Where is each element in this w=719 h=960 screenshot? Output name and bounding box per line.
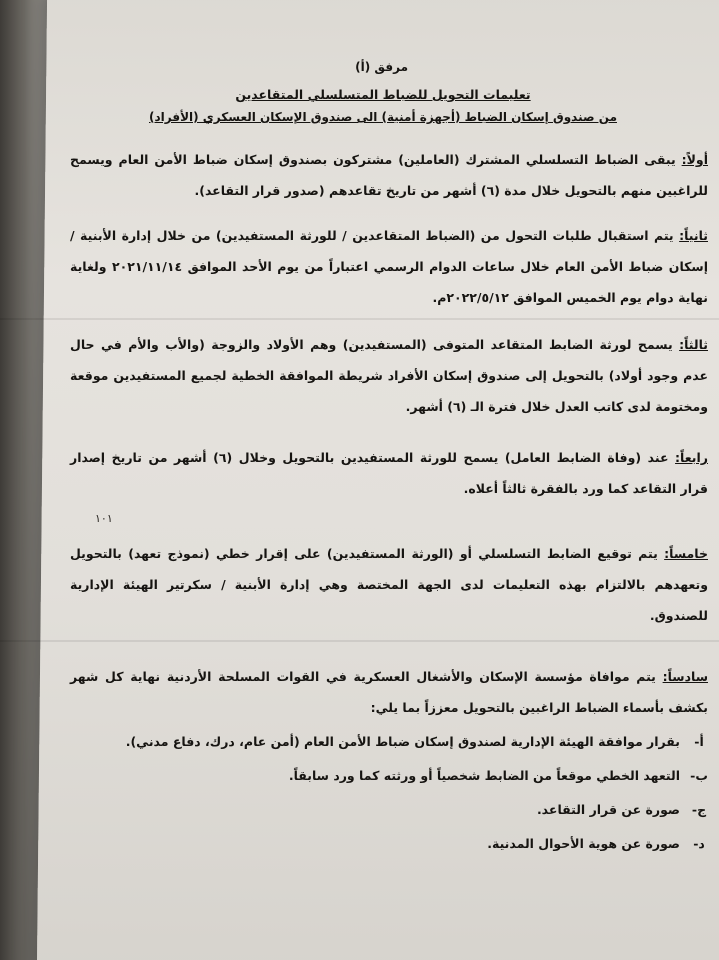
list-item [58, 725, 708, 759]
paragraph-label: ثانياً: [679, 228, 708, 243]
paragraph-text: يبقى الضباط التسلسلي المشترك (العاملين) مشتركون بصندوق إسكان ضباط الأمن العام ويسمح للراغبين منهم بالتحويل خلال مدة (٦) أشهر من تاريخ تقاعدهم (صدور قرار التقاعد). [70, 152, 708, 198]
document-body [58, 58, 708, 861]
list-item-text: صورة عن قرار التقاعد. [536, 802, 680, 817]
paragraph-label: ثالثاً: [679, 337, 708, 352]
list-item [58, 827, 708, 861]
paragraph-second [70, 220, 708, 313]
paragraph-third [70, 329, 708, 422]
list-item-marker: ج- [691, 802, 707, 817]
list-item-text: بقرار موافقة الهيئة الإدارية لصندوق إسكان ضباط الأمن العام (أمن عام، درك، دفاع مدني). [125, 734, 680, 749]
paragraph-text: يسمح لورثة الضابط المتقاعد المتوفى (المستفيدين) وهم الأولاد والزوجة (والأب والأم في حال عدم وجود أولاد) بالتحويل إلى صندوق إسكان الأفراد شريطة الموافقة الخطية لجميع المستفيدين موقعة ومختومة لدى كاتب العدل خلال فترة الـ (٦) أشهر. [70, 337, 708, 414]
paragraph-text: يتم موافاة مؤسسة الإسكان والأشغال العسكرية في القوات المسلحة الأردنية نهاية كل شهر بكشف بأسماء الضباط الراغبين بالتحويل معززاً بما يلي: [70, 669, 708, 715]
list-item [58, 793, 708, 827]
list-item-marker: أ- [694, 734, 704, 749]
paragraph-text: يتم توقيع الضابط التسلسلي أو (الورثة المستفيدين) على إقرار خطي (نموذج تعهد) بالتحويل وتعهدهم بالالتزام بهذه التعليمات لدى الجهة المختصة وهي إدارة الأبنية / سكرتير الهيئة الإدارية للصندوق. [70, 546, 708, 623]
paragraph-first [70, 144, 708, 206]
margin-note: ١٠١ [95, 512, 113, 525]
list-item-marker: ب- [690, 768, 708, 783]
list-item-text: صورة عن هوية الأحوال المدنية. [487, 836, 680, 851]
paragraph-fifth [70, 538, 708, 631]
paragraph-label: سادساً: [662, 669, 708, 684]
paragraph-sixth [70, 661, 708, 723]
document-title: تعليمات التحويل للضباط المتسلسلي المتقاعدين [235, 87, 531, 102]
paragraph-fourth [70, 442, 708, 504]
list-item-marker: د- [693, 836, 705, 851]
paragraph-text: يتم استقبال طلبات التحول من (الضباط المتقاعدين / للورثة المستفيدين) من خلال إدارة الأبنية /إسكان ضباط الأمن العام خلال ساعات الدوام الرسمي اعتباراً من يوم الأحد الموافق ٢٠٢١/١١/١٤ ولغاية نهاية دوام يوم الخميس الموافق ٢٠٢٢/٥/١٢م. [70, 228, 709, 305]
list-item-text: التعهد الخطي موقعاً من الضابط شخصياً أو ورثته كما ورد سابقاً. [288, 768, 680, 783]
paragraph-label: خامساً: [664, 546, 708, 561]
paragraph-label: رابعاً: [675, 450, 708, 465]
annex-label: مرفق (أ) [355, 60, 408, 74]
paragraph-text: عند (وفاة الضابط العامل) يسمح للورثة المستفيدين بالتحويل وخلال (٦) أشهر من تاريخ إصدار قرار التقاعد كما ورد بالفقرة ثالثاً أعلاه. [70, 450, 708, 496]
list-item [58, 759, 708, 793]
requirements-list [58, 725, 708, 861]
paragraph-label: أولاً: [681, 152, 708, 167]
document-subtitle: من صندوق إسكان الضباط (أجهزة أمنية) الى صندوق الإسكان العسكري (الأفراد) [149, 110, 617, 124]
